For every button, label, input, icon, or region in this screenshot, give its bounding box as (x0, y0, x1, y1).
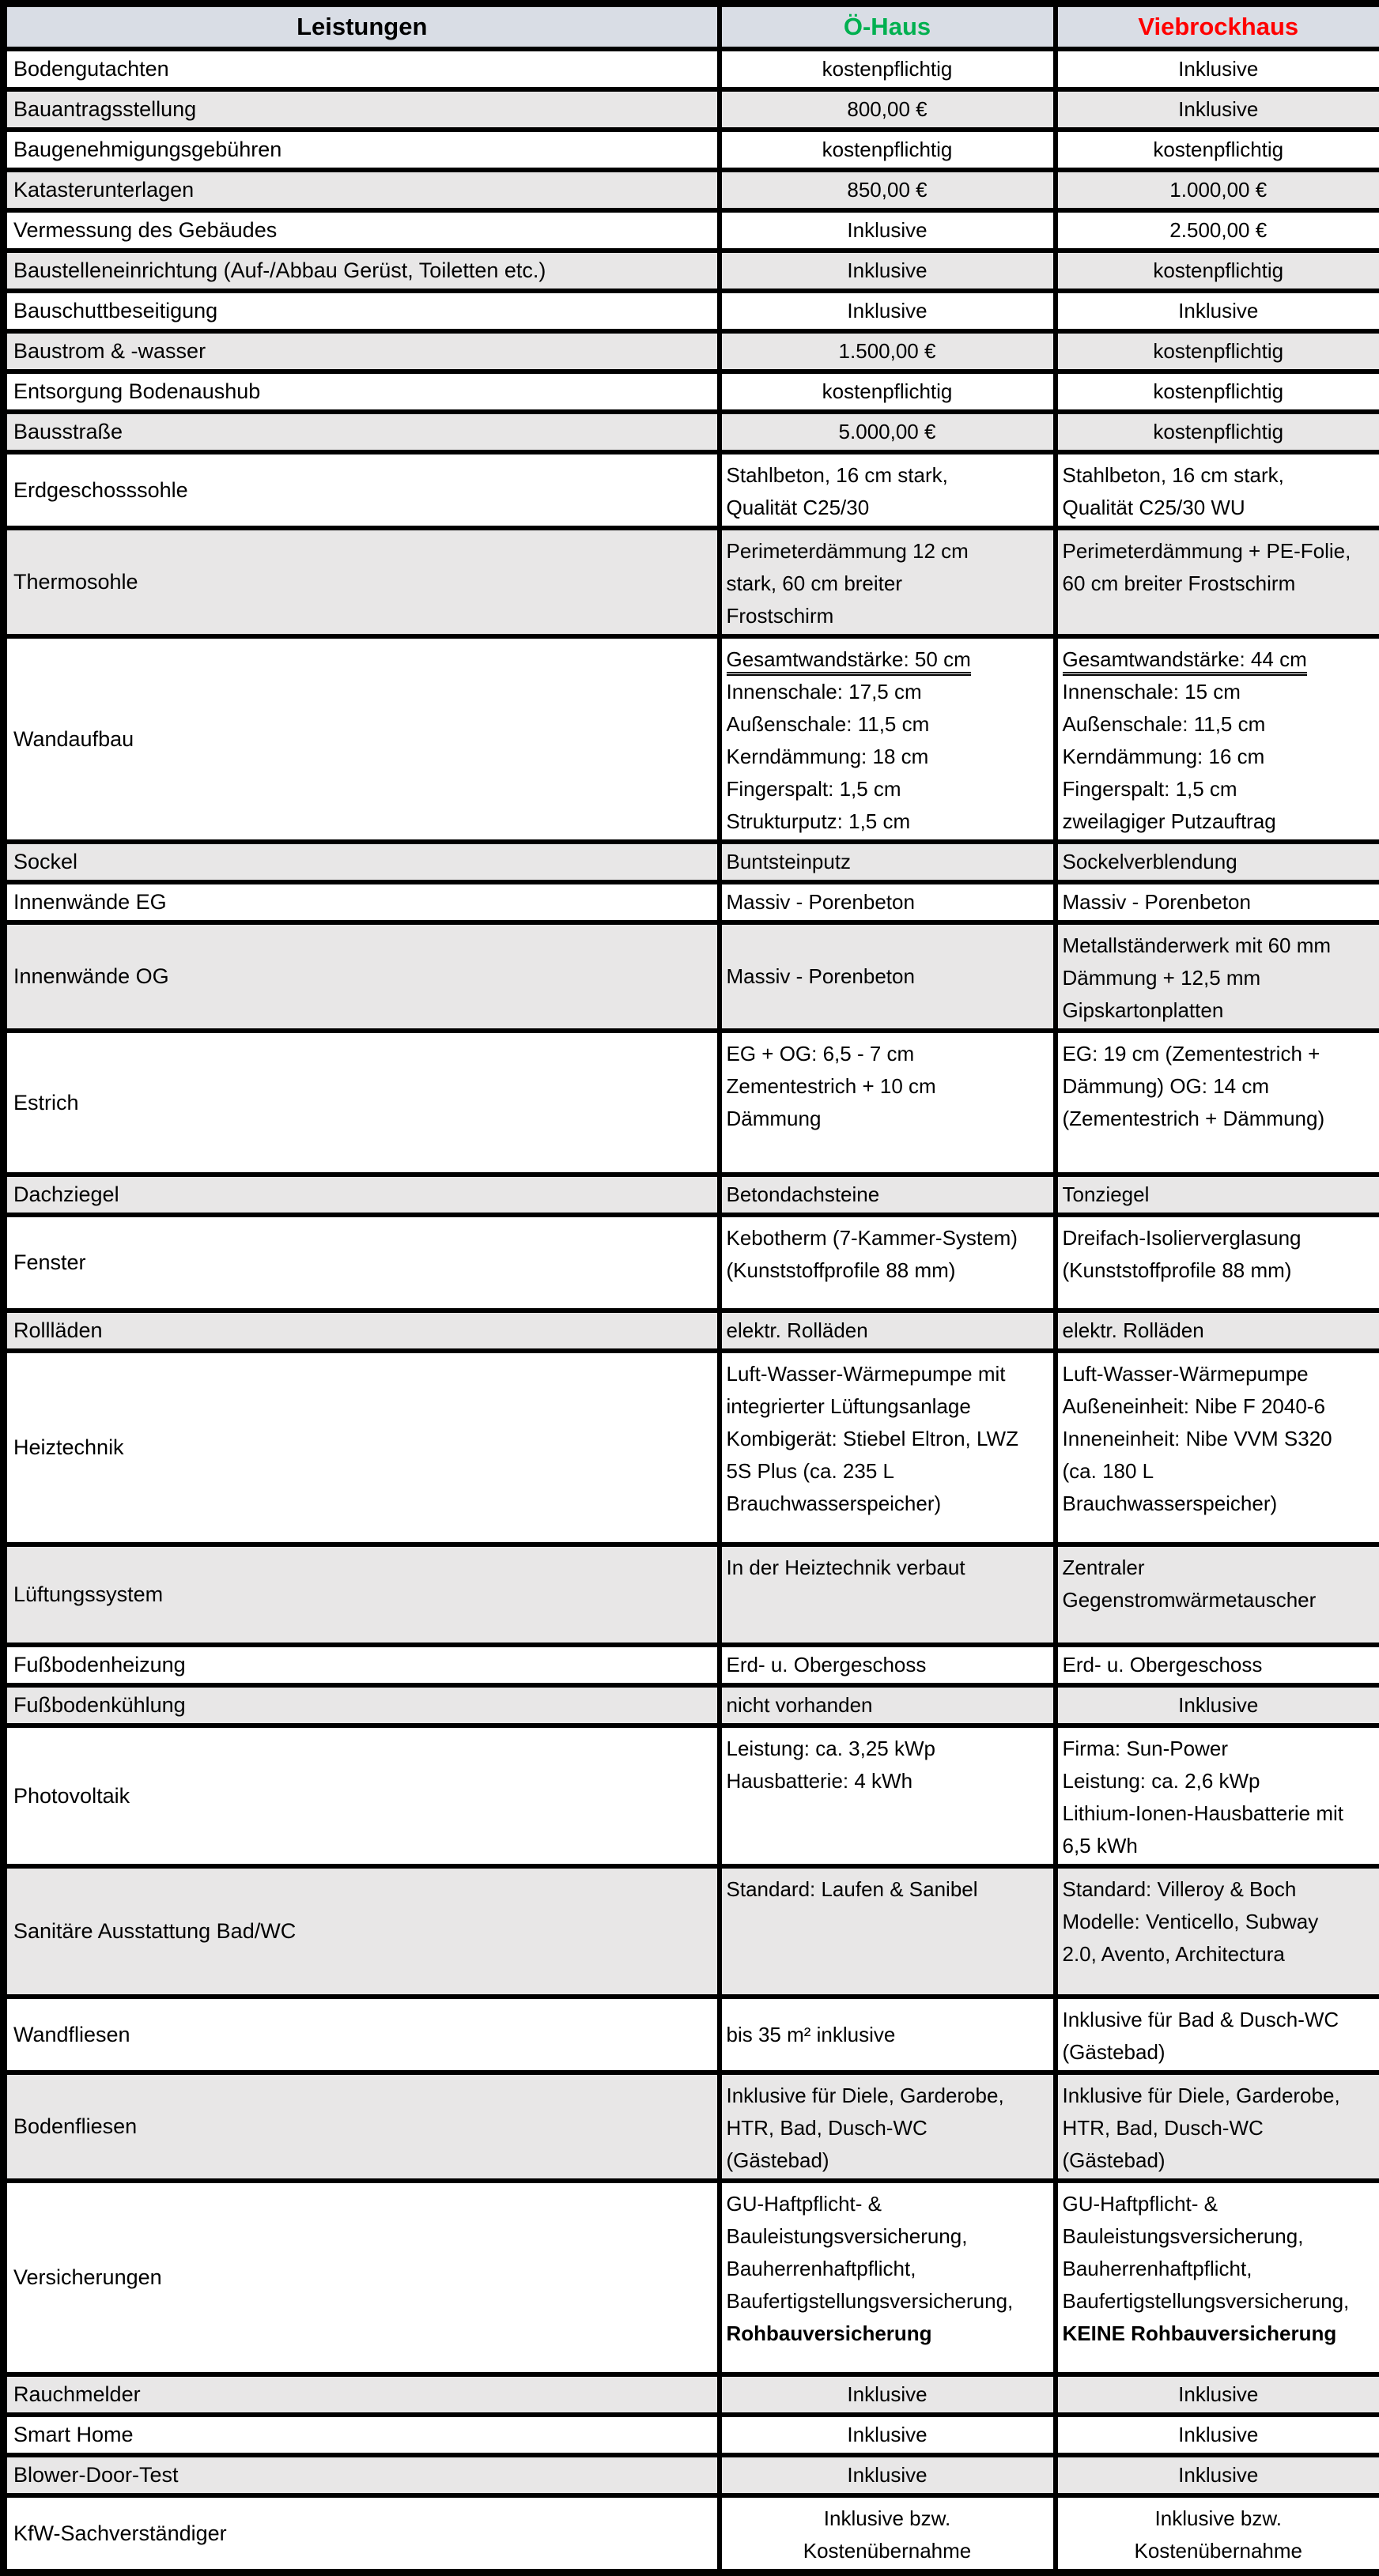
cell-line: kostenpflichtig (1063, 255, 1375, 287)
cell-line: Massiv - Porenbeton (727, 886, 1048, 918)
cell-line: Kerndämmung: 16 cm (1063, 741, 1375, 773)
cell-line: Zentraler (1063, 1552, 1375, 1584)
cell-line: Perimeterdämmung + PE-Folie, (1063, 535, 1375, 568)
oehaus-cell (720, 2072, 1056, 2181)
oehaus-cell (720, 528, 1056, 636)
cell-line: kostenpflichtig (1063, 416, 1375, 448)
row-label: Photovoltaik (4, 1726, 720, 1866)
cell-line: Firma: Sun-Power (1063, 1733, 1375, 1765)
cell-line: Zementestrich + 10 cm (727, 1070, 1048, 1103)
cell-line: 60 cm breiter Frostschirm (1063, 568, 1375, 600)
cell-line: Kebotherm (7-Kammer-System) (727, 1222, 1048, 1254)
viebrockhaus-cell (1056, 49, 1379, 89)
row-label: Innenwände OG (4, 922, 720, 1031)
table-row (4, 1215, 1379, 1311)
cell-line: Modelle: Venticello, Subway (1063, 1906, 1375, 1938)
cell-line: Stahlbeton, 16 cm stark, (727, 459, 1048, 492)
table-row (4, 130, 1379, 170)
row-label: Baugenehmigungsgebühren (4, 130, 720, 170)
cell-line: Inklusive (727, 2459, 1048, 2491)
viebrockhaus-cell (1056, 2495, 1379, 2573)
oehaus-cell (720, 1645, 1056, 1685)
cell-line: Massiv - Porenbeton (727, 960, 1048, 993)
cell-line: Brauchwasserspeicher) (727, 1488, 1048, 1520)
cell-line: Fingerspalt: 1,5 cm (1063, 773, 1375, 805)
viebrockhaus-cell (1056, 412, 1379, 452)
oehaus-cell (720, 1351, 1056, 1544)
viebrockhaus-cell (1056, 89, 1379, 130)
header-row (4, 4, 1379, 50)
row-label: Bausstraße (4, 412, 720, 452)
oehaus-cell (720, 291, 1056, 331)
cell-line: 5.000,00 € (727, 416, 1048, 448)
table-row (4, 1311, 1379, 1351)
cell-line: Inklusive (1063, 2419, 1375, 2451)
cell-line: Inklusive (1063, 2459, 1375, 2491)
row-label: Fenster (4, 1215, 720, 1311)
cell-line: Buntsteinputz (727, 846, 1048, 878)
cell-line: Innenschale: 17,5 cm (727, 676, 1048, 708)
table-row (4, 2181, 1379, 2374)
row-label: Versicherungen (4, 2181, 720, 2374)
header-leistungen: Leistungen (4, 4, 720, 50)
viebrockhaus-cell (1056, 2181, 1379, 2374)
viebrockhaus-cell (1056, 1997, 1379, 2072)
table-row (4, 636, 1379, 842)
cell-line: Erd- u. Obergeschoss (727, 1649, 1048, 1681)
cell-line: Inklusive bzw. (1063, 2502, 1375, 2535)
cell-line: EG: 19 cm (Zementestrich + (1063, 1038, 1375, 1070)
oehaus-cell (720, 842, 1056, 882)
viebrockhaus-cell (1056, 452, 1379, 528)
oehaus-cell (720, 452, 1056, 528)
table-row (4, 2374, 1379, 2415)
viebrockhaus-cell (1056, 2072, 1379, 2181)
cell-line: Fingerspalt: 1,5 cm (727, 773, 1048, 805)
table-row (4, 1031, 1379, 1175)
viebrockhaus-cell (1056, 1645, 1379, 1685)
oehaus-cell (720, 170, 1056, 210)
cell-line: (Gästebad) (727, 2144, 1048, 2177)
cell-line: Brauchwasserspeicher) (1063, 1488, 1375, 1520)
oehaus-cell (720, 331, 1056, 372)
table-row (4, 882, 1379, 922)
table-row (4, 922, 1379, 1031)
table-row (4, 210, 1379, 251)
cell-line: Betondachsteine (727, 1179, 1048, 1211)
table-row (4, 331, 1379, 372)
cell-line: Kombigerät: Stiebel Eltron, LWZ (727, 1423, 1048, 1455)
row-label: Baustrom & -wasser (4, 331, 720, 372)
oehaus-cell (720, 1311, 1056, 1351)
row-label: Vermessung des Gebäudes (4, 210, 720, 251)
viebrockhaus-cell (1056, 170, 1379, 210)
table-row (4, 412, 1379, 452)
oehaus-cell (720, 2181, 1056, 2374)
cell-line: HTR, Bad, Dusch-WC (727, 2112, 1048, 2144)
viebrockhaus-cell (1056, 372, 1379, 412)
row-label: Heiztechnik (4, 1351, 720, 1544)
table-row (4, 1866, 1379, 1997)
cell-line: Metallständerwerk mit 60 mm (1063, 930, 1375, 962)
table-row (4, 2495, 1379, 2573)
table-row (4, 372, 1379, 412)
cell-line: elektr. Rolläden (1063, 1314, 1375, 1347)
oehaus-cell (720, 1866, 1056, 1997)
cell-line: Bauleistungsversicherung, (1063, 2220, 1375, 2253)
cell-line: Tonziegel (1063, 1179, 1375, 1211)
viebrockhaus-cell (1056, 210, 1379, 251)
cell-line: Dämmung (727, 1103, 1048, 1135)
cell-line: KEINE Rohbauversicherung (1063, 2318, 1375, 2350)
cell-line: Kostenübernahme (727, 2535, 1048, 2567)
cell-line: kostenpflichtig (1063, 134, 1375, 166)
row-label: Estrich (4, 1031, 720, 1175)
row-label: Smart Home (4, 2415, 720, 2455)
oehaus-cell (720, 882, 1056, 922)
viebrockhaus-cell (1056, 1866, 1379, 1997)
oehaus-cell (720, 2374, 1056, 2415)
cell-line: Baufertigstellungsversicherung, (1063, 2285, 1375, 2318)
cell-line: 2.0, Avento, Architectura (1063, 1938, 1375, 1971)
cell-line: Sockelverblendung (1063, 846, 1375, 878)
cell-line: Inklusive (727, 295, 1048, 327)
cell-line: (Gästebad) (1063, 2144, 1375, 2177)
cell-line: Außenschale: 11,5 cm (1063, 708, 1375, 741)
row-label: Katasterunterlagen (4, 170, 720, 210)
cell-line: Standard: Laufen & Sanibel (727, 1873, 1048, 1906)
table-row (4, 1997, 1379, 2072)
viebrockhaus-cell (1056, 636, 1379, 842)
cell-line: bis 35 m² inklusive (727, 2019, 1048, 2051)
header-viebrockhaus: Viebrockhaus (1056, 4, 1379, 50)
row-label: Entsorgung Bodenaushub (4, 372, 720, 412)
table-row (4, 1351, 1379, 1544)
row-label: KfW-Sachverständiger (4, 2495, 720, 2573)
cell-line: GU-Haftpflicht- & (1063, 2188, 1375, 2220)
cell-line: Inklusive (1063, 1689, 1375, 1722)
viebrockhaus-cell (1056, 842, 1379, 882)
cell-line: Bauleistungsversicherung, (727, 2220, 1048, 2253)
cell-line: Bauherrenhaftpflicht, (1063, 2253, 1375, 2285)
cell-line: 1.000,00 € (1063, 174, 1375, 206)
cell-line: Gesamtwandstärke: 44 cm (1063, 643, 1375, 676)
row-label: Bodengutachten (4, 49, 720, 89)
cell-line: EG + OG: 6,5 - 7 cm (727, 1038, 1048, 1070)
cell-line: Qualität C25/30 WU (1063, 492, 1375, 524)
viebrockhaus-cell (1056, 1311, 1379, 1351)
oehaus-cell (720, 1031, 1056, 1175)
cell-line: elektr. Rolläden (727, 1314, 1048, 1347)
cell-line: (Zementestrich + Dämmung) (1063, 1103, 1375, 1135)
cell-line: Gipskartonplatten (1063, 994, 1375, 1027)
oehaus-cell (720, 2415, 1056, 2455)
table-row (4, 2072, 1379, 2181)
cell-line: Gesamtwandstärke: 50 cm (727, 643, 1048, 676)
cell-line: Hausbatterie: 4 kWh (727, 1765, 1048, 1797)
cell-line: kostenpflichtig (1063, 335, 1375, 368)
row-label: Innenwände EG (4, 882, 720, 922)
table-row (4, 1175, 1379, 1215)
table-row (4, 1685, 1379, 1726)
cell-line: Stahlbeton, 16 cm stark, (1063, 459, 1375, 492)
cell-line: Strukturputz: 1,5 cm (727, 805, 1048, 838)
cell-line: Massiv - Porenbeton (1063, 886, 1375, 918)
cell-line: Lithium-Ionen-Hausbatterie mit (1063, 1797, 1375, 1830)
cell-line: Rohbauversicherung (727, 2318, 1048, 2350)
row-label: Wandfliesen (4, 1997, 720, 2072)
cell-line: Luft-Wasser-Wärmepumpe (1063, 1358, 1375, 1390)
viebrockhaus-cell (1056, 1215, 1379, 1311)
cell-line: Dämmung) OG: 14 cm (1063, 1070, 1375, 1103)
cell-line: Erd- u. Obergeschoss (1063, 1649, 1375, 1681)
row-label: Baustelleneinrichtung (Auf-/Abbau Gerüst, Toiletten etc.) (4, 251, 720, 291)
cell-line: 2.500,00 € (1063, 214, 1375, 247)
cell-line: HTR, Bad, Dusch-WC (1063, 2112, 1375, 2144)
viebrockhaus-cell (1056, 882, 1379, 922)
oehaus-cell (720, 130, 1056, 170)
table-row (4, 170, 1379, 210)
cell-line: Inklusive (727, 2419, 1048, 2451)
viebrockhaus-cell (1056, 291, 1379, 331)
viebrockhaus-cell (1056, 2374, 1379, 2415)
row-label: Bauschuttbeseitigung (4, 291, 720, 331)
cell-line: Inklusive (1063, 295, 1375, 327)
table-row (4, 528, 1379, 636)
cell-line: Inklusive (727, 214, 1048, 247)
cell-line: Inklusive (1063, 53, 1375, 85)
cell-line: Kerndämmung: 18 cm (727, 741, 1048, 773)
oehaus-cell (720, 49, 1056, 89)
cell-line: Inklusive (727, 255, 1048, 287)
oehaus-cell (720, 251, 1056, 291)
cell-line: Inneneinheit: Nibe VVM S320 (1063, 1423, 1375, 1455)
viebrockhaus-cell (1056, 1726, 1379, 1866)
table-row (4, 452, 1379, 528)
table-row (4, 842, 1379, 882)
table-row (4, 2455, 1379, 2495)
cell-line: In der Heiztechnik verbaut (727, 1552, 1048, 1584)
cell-line: Gegenstromwärmetauscher (1063, 1584, 1375, 1616)
cell-line: kostenpflichtig (1063, 375, 1375, 408)
oehaus-cell (720, 210, 1056, 251)
cell-line: kostenpflichtig (727, 375, 1048, 408)
cell-line: zweilagiger Putzauftrag (1063, 805, 1375, 838)
viebrockhaus-cell (1056, 1175, 1379, 1215)
viebrockhaus-cell (1056, 2455, 1379, 2495)
viebrockhaus-cell (1056, 528, 1379, 636)
viebrockhaus-cell (1056, 1351, 1379, 1544)
cell-line: kostenpflichtig (727, 134, 1048, 166)
cell-line: nicht vorhanden (727, 1689, 1048, 1722)
table-row (4, 291, 1379, 331)
cell-line: Baufertigstellungsversicherung, (727, 2285, 1048, 2318)
cell-line: Außeneinheit: Nibe F 2040-6 (1063, 1390, 1375, 1423)
oehaus-cell (720, 372, 1056, 412)
cell-line: kostenpflichtig (727, 53, 1048, 85)
row-label: Erdgeschosssohle (4, 452, 720, 528)
table-row (4, 89, 1379, 130)
cell-line: Standard: Villeroy & Boch (1063, 1873, 1375, 1906)
cell-line: Inklusive (1063, 93, 1375, 126)
viebrockhaus-cell (1056, 1685, 1379, 1726)
row-label: Bodenfliesen (4, 2072, 720, 2181)
oehaus-cell (720, 1175, 1056, 1215)
oehaus-cell (720, 922, 1056, 1031)
cell-line: (Kunststoffprofile 88 mm) (727, 1254, 1048, 1287)
cell-line: 800,00 € (727, 93, 1048, 126)
cell-line: Inklusive für Diele, Garderobe, (1063, 2080, 1375, 2112)
table-body (4, 49, 1379, 2573)
oehaus-cell (720, 1997, 1056, 2072)
table-row (4, 2415, 1379, 2455)
row-label: Fußbodenheizung (4, 1645, 720, 1685)
row-label: Rollläden (4, 1311, 720, 1351)
cell-line: (Kunststoffprofile 88 mm) (1063, 1254, 1375, 1287)
cell-line: Kostenübernahme (1063, 2535, 1375, 2567)
row-label: Rauchmelder (4, 2374, 720, 2415)
table-row (4, 1726, 1379, 1866)
cell-line: integrierter Lüftungsanlage (727, 1390, 1048, 1423)
table-row (4, 1645, 1379, 1685)
cell-line: 6,5 kWh (1063, 1830, 1375, 1862)
row-label: Bauantragsstellung (4, 89, 720, 130)
oehaus-cell (720, 1726, 1056, 1866)
oehaus-cell (720, 89, 1056, 130)
oehaus-cell (720, 1685, 1056, 1726)
row-label: Wandaufbau (4, 636, 720, 842)
cell-line: Luft-Wasser-Wärmepumpe mit (727, 1358, 1048, 1390)
cell-line: Qualität C25/30 (727, 492, 1048, 524)
row-label: Thermosohle (4, 528, 720, 636)
row-label: Sanitäre Ausstattung Bad/WC (4, 1866, 720, 1997)
cell-line: Frostschirm (727, 600, 1048, 632)
header-oehaus: Ö-Haus (720, 4, 1056, 50)
cell-line: (ca. 180 L (1063, 1455, 1375, 1488)
table-row (4, 49, 1379, 89)
cell-line: Leistung: ca. 3,25 kWp (727, 1733, 1048, 1765)
viebrockhaus-cell (1056, 1544, 1379, 1645)
row-label: Blower-Door-Test (4, 2455, 720, 2495)
cell-line: Inklusive für Diele, Garderobe, (727, 2080, 1048, 2112)
oehaus-cell (720, 1215, 1056, 1311)
oehaus-cell (720, 636, 1056, 842)
cell-line: stark, 60 cm breiter (727, 568, 1048, 600)
cell-line: Inklusive für Bad & Dusch-WC (1063, 2004, 1375, 2036)
cell-line: Inklusive (1063, 2378, 1375, 2411)
cell-line: Perimeterdämmung 12 cm (727, 535, 1048, 568)
cell-line: Bauherrenhaftpflicht, (727, 2253, 1048, 2285)
oehaus-cell (720, 1544, 1056, 1645)
cell-line: 5S Plus (ca. 235 L (727, 1455, 1048, 1488)
table-row (4, 1544, 1379, 1645)
viebrockhaus-cell (1056, 1031, 1379, 1175)
cell-line: Dreifach-Isolierverglasung (1063, 1222, 1375, 1254)
oehaus-cell (720, 412, 1056, 452)
cell-line: Inklusive (727, 2378, 1048, 2411)
row-label: Dachziegel (4, 1175, 720, 1215)
cell-line: Außenschale: 11,5 cm (727, 708, 1048, 741)
cell-line: Leistung: ca. 2,6 kWp (1063, 1765, 1375, 1797)
oehaus-cell (720, 2455, 1056, 2495)
viebrockhaus-cell (1056, 130, 1379, 170)
row-label: Lüftungssystem (4, 1544, 720, 1645)
viebrockhaus-cell (1056, 2415, 1379, 2455)
cell-line: 850,00 € (727, 174, 1048, 206)
cell-line: Dämmung + 12,5 mm (1063, 962, 1375, 994)
viebrockhaus-cell (1056, 331, 1379, 372)
cell-line: (Gästebad) (1063, 2036, 1375, 2069)
row-label: Fußbodenkühlung (4, 1685, 720, 1726)
cell-line: Innenschale: 15 cm (1063, 676, 1375, 708)
oehaus-cell (720, 2495, 1056, 2573)
row-label: Sockel (4, 842, 720, 882)
viebrockhaus-cell (1056, 922, 1379, 1031)
cell-line: 1.500,00 € (727, 335, 1048, 368)
cell-line: Inklusive bzw. (727, 2502, 1048, 2535)
table-row (4, 251, 1379, 291)
cell-line: GU-Haftpflicht- & (727, 2188, 1048, 2220)
viebrockhaus-cell (1056, 251, 1379, 291)
